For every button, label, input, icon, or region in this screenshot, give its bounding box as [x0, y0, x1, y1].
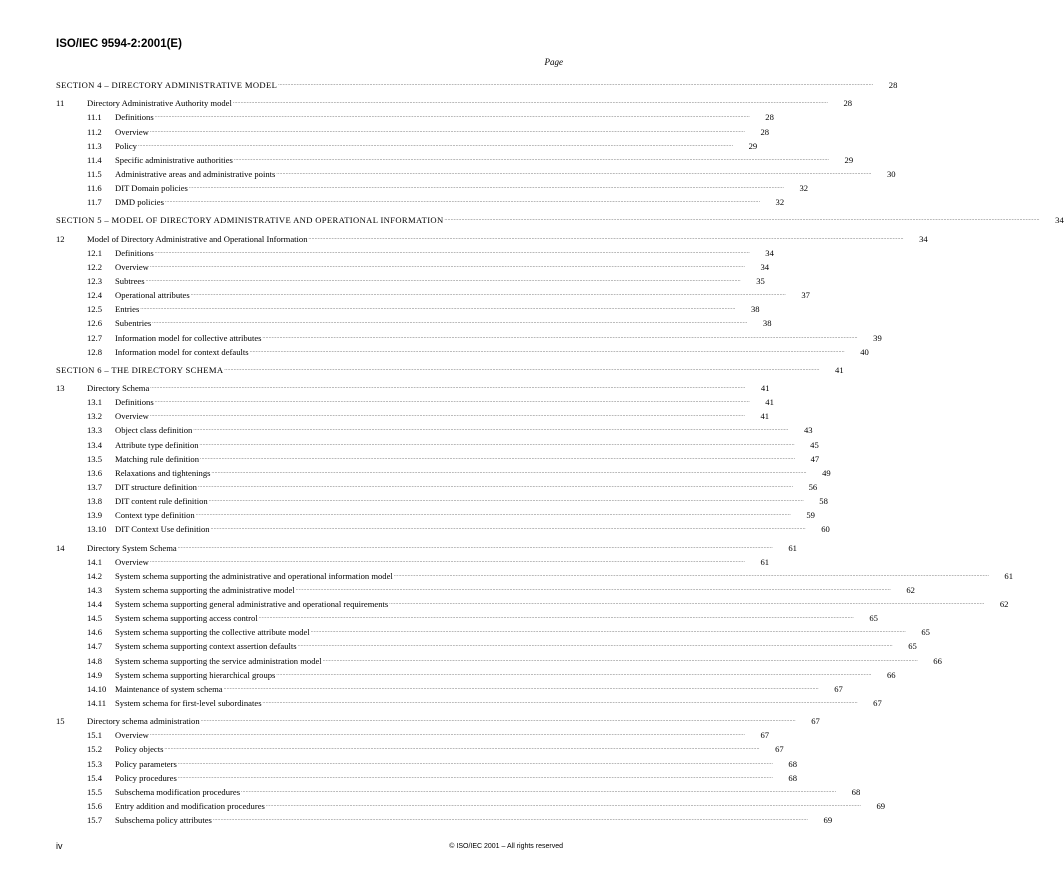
- toc-entry[interactable]: [56, 811, 833, 826]
- toc-entry-title: Entry addition and modification procedures: [115, 801, 265, 812]
- toc-entry-title: Subschema modification procedures: [115, 786, 241, 797]
- dot-leader: [259, 615, 854, 623]
- toc-entry-number: 15.4: [87, 772, 103, 783]
- toc-entry-title: Matching rule definition: [115, 453, 200, 464]
- toc-entry[interactable]: [56, 623, 930, 638]
- toc-entry-number: 12: [56, 233, 65, 244]
- toc-entry-page: 37: [801, 290, 810, 301]
- dot-leader: [155, 114, 750, 122]
- toc-entry-number: 13: [56, 382, 65, 393]
- toc-entry-number: 13.2: [87, 411, 103, 422]
- toc-entry-page: 56: [808, 481, 818, 492]
- dot-leader: [445, 217, 1040, 225]
- toc-entry-page: 65: [869, 613, 878, 624]
- toc-entry-title: DIT Context Use definition: [115, 524, 210, 535]
- toc-entry[interactable]: [56, 193, 785, 208]
- dot-leader: [200, 456, 795, 464]
- toc-entry-page: 38: [762, 318, 772, 329]
- toc-entry[interactable]: [56, 783, 861, 797]
- toc-entry-number: 12.8: [87, 346, 103, 357]
- toc-entry-page: 28: [760, 126, 770, 137]
- toc-entry-title: Definitions: [115, 397, 154, 408]
- toc-entry-page: 28: [843, 98, 853, 109]
- toc-entry[interactable]: [56, 450, 820, 464]
- toc-entry-title: Operational attributes: [115, 290, 190, 301]
- toc-entry[interactable]: [56, 300, 760, 315]
- toc-entry-number: 13.9: [87, 510, 103, 521]
- toc-entry-page: 41: [760, 411, 770, 422]
- toc-entry[interactable]: [56, 694, 882, 709]
- toc-entry-title: Definitions: [115, 247, 154, 258]
- toc-entry-page: 43: [803, 425, 813, 436]
- toc-entry[interactable]: [56, 637, 917, 652]
- toc-entry-number: 14.11: [87, 698, 107, 709]
- dot-leader: [164, 746, 759, 754]
- toc-entry-title: System schema supporting access control: [115, 613, 258, 624]
- toc-entry-number: 15.5: [87, 786, 103, 797]
- dot-leader: [241, 789, 836, 797]
- toc-entry-number: 12.3: [87, 275, 103, 286]
- toc-entry[interactable]: [56, 435, 819, 450]
- toc-entry-number: 12.7: [87, 332, 103, 343]
- toc-entry-title: Administrative areas and administrative points: [115, 168, 276, 179]
- toc-entry-title: Overview: [115, 411, 149, 422]
- dot-leader: [150, 385, 745, 393]
- toc-entry-page: 67: [760, 730, 770, 741]
- toc-entry[interactable]: [56, 492, 828, 507]
- toc-entry-page: 39: [873, 332, 882, 343]
- toc-entry-title: Information model for collective attributes: [115, 332, 262, 343]
- toc-entry[interactable]: [56, 520, 830, 535]
- toc-entry-page: 28: [765, 112, 774, 123]
- toc-entry-title: Overview: [115, 730, 149, 741]
- toc-entry[interactable]: [56, 769, 798, 783]
- toc-entry-number: 14.8: [87, 655, 103, 666]
- toc-entry-page: 60: [821, 524, 830, 535]
- toc-entry-page: 28: [888, 80, 898, 91]
- dot-leader: [309, 236, 904, 244]
- toc-entry-page: 69: [876, 801, 886, 812]
- toc-entry[interactable]: [56, 258, 770, 272]
- toc-entry-title: System schema supporting context assertion defaults: [115, 641, 297, 652]
- toc-entry-title: Information model for context defaults: [115, 346, 249, 357]
- toc-entry[interactable]: [56, 229, 928, 244]
- toc-entry-title: DMD policies: [115, 197, 164, 208]
- toc-entry-page: 62: [906, 584, 915, 595]
- toc-entry[interactable]: [56, 94, 853, 109]
- toc-entry-page: 34: [1055, 215, 1064, 226]
- toc-entry-number: 14.5: [87, 613, 103, 624]
- dot-leader: [178, 775, 773, 783]
- dot-leader: [234, 157, 829, 165]
- toc-entry[interactable]: [56, 797, 886, 812]
- toc-entry-page: 67: [811, 716, 820, 727]
- table-of-contents: [56, 72, 1064, 826]
- toc-entry[interactable]: [56, 407, 770, 422]
- toc-entry[interactable]: [56, 581, 915, 595]
- toc-entry-page: 61: [788, 542, 797, 553]
- toc-entry-number: 13.8: [87, 496, 103, 507]
- toc-entry-page: 67: [873, 698, 882, 709]
- toc-entry[interactable]: [56, 211, 1064, 226]
- toc-entry-number: 12.4: [87, 290, 103, 301]
- dot-leader: [150, 732, 745, 740]
- toc-entry-number: 13.6: [87, 467, 103, 478]
- toc-entry-number: 14: [56, 542, 65, 553]
- dot-leader: [189, 185, 784, 193]
- dot-leader: [224, 686, 819, 694]
- toc-entry-number: 12.5: [87, 304, 103, 315]
- toc-entry-title: Policy: [115, 140, 137, 151]
- dot-leader: [323, 658, 918, 666]
- toc-entry-page: 34: [760, 261, 770, 272]
- dot-leader: [150, 413, 745, 421]
- dot-leader: [296, 587, 891, 595]
- toc-entry-page: 41: [760, 382, 770, 393]
- toc-entry-page: 29: [748, 140, 758, 151]
- toc-entry-number: 14.2: [87, 570, 103, 581]
- dot-leader: [266, 803, 861, 811]
- dot-leader: [150, 129, 745, 137]
- toc-entry-title: DIT Domain policies: [115, 183, 188, 194]
- dot-leader: [211, 526, 806, 534]
- dot-leader: [233, 100, 828, 108]
- toc-entry-page: 61: [760, 556, 770, 567]
- toc-entry[interactable]: [56, 122, 770, 137]
- toc-entry-page: 62: [999, 599, 1009, 610]
- toc-entry-page: 38: [750, 304, 760, 315]
- toc-entry-title: Context type definition: [115, 510, 195, 521]
- toc-entry-page: 35: [756, 275, 765, 286]
- dot-leader: [250, 349, 845, 357]
- toc-entry[interactable]: [56, 538, 797, 553]
- toc-entry-title: Directory System Schema: [87, 542, 177, 553]
- toc-entry-number: 11.5: [87, 168, 102, 179]
- toc-entry-page: 68: [788, 772, 798, 783]
- toc-entry-number: 15.2: [87, 744, 103, 755]
- toc-entry-title: SECTION 6 – THE DIRECTORY SCHEMA: [56, 364, 224, 375]
- toc-entry-page: 65: [921, 627, 930, 638]
- toc-entry-page: 45: [810, 439, 819, 450]
- dot-leader: [389, 601, 984, 609]
- toc-entry[interactable]: [56, 754, 798, 769]
- toc-entry-page: 68: [788, 758, 798, 769]
- toc-entry[interactable]: [56, 137, 758, 151]
- dot-leader: [213, 817, 808, 825]
- toc-entry-title: System schema supporting general administrative and operational requirements: [115, 599, 389, 610]
- toc-entry-title: Relaxations and tightenings: [115, 467, 211, 478]
- toc-entry-title: Object class definition: [115, 425, 193, 436]
- toc-entry-number: 14.3: [87, 584, 103, 595]
- toc-entry-title: Policy parameters: [115, 758, 177, 769]
- toc-entry-title: Overview: [115, 261, 149, 272]
- dot-leader: [276, 672, 871, 680]
- toc-entry-page: 69: [823, 815, 833, 826]
- dot-leader: [150, 264, 745, 272]
- toc-entry[interactable]: [56, 553, 770, 567]
- toc-entry[interactable]: [56, 361, 844, 375]
- toc-entry[interactable]: [56, 464, 831, 478]
- toc-entry-page: 32: [775, 197, 785, 208]
- toc-entry-title: System schema supporting the administrative and operational information model: [115, 570, 393, 581]
- toc-entry-title: Entries: [115, 304, 140, 315]
- toc-entry-title: Directory Administrative Authority model: [87, 98, 232, 109]
- dot-leader: [178, 761, 773, 769]
- toc-entry-number: 14.7: [87, 641, 103, 652]
- toc-entry-title: Maintenance of system schema: [115, 683, 223, 694]
- toc-entry-number: 14.10: [87, 683, 107, 694]
- toc-entry-number: 14.1: [87, 556, 103, 567]
- toc-entry-title: Directory Schema: [87, 382, 150, 393]
- toc-entry[interactable]: [56, 567, 1014, 581]
- toc-entry[interactable]: [56, 740, 784, 755]
- dot-leader: [140, 306, 735, 314]
- toc-entry-title: Definitions: [115, 112, 154, 123]
- dot-leader: [201, 718, 796, 726]
- dot-leader: [211, 470, 806, 478]
- page-column-label: Page: [544, 57, 563, 67]
- dot-leader: [224, 367, 819, 375]
- toc-entry-page: 59: [806, 510, 815, 521]
- toc-entry-number: 12.2: [87, 261, 103, 272]
- toc-entry-number: 11.1: [87, 112, 102, 123]
- toc-entry[interactable]: [56, 726, 770, 741]
- toc-entry-page: 61: [1004, 570, 1014, 581]
- toc-entry-page: 29: [844, 154, 854, 165]
- toc-entry-page: 49: [822, 467, 831, 478]
- toc-entry-page: 66: [933, 655, 942, 666]
- dot-leader: [155, 399, 750, 407]
- toc-entry-title: System schema supporting the administrative model: [115, 584, 295, 595]
- toc-entry-number: 12.6: [87, 318, 103, 329]
- toc-entry[interactable]: [56, 179, 809, 194]
- toc-entry[interactable]: [56, 421, 813, 436]
- toc-entry[interactable]: [56, 651, 942, 666]
- toc-entry-number: 11.4: [87, 154, 102, 165]
- toc-entry-page: 67: [834, 683, 843, 694]
- toc-entry[interactable]: [56, 478, 818, 492]
- dot-leader: [311, 629, 906, 637]
- toc-entry-title: DIT content rule definition: [115, 496, 208, 507]
- toc-entry-page: 65: [908, 641, 917, 652]
- toc-entry-page: 40: [860, 346, 869, 357]
- toc-entry-number: 13.5: [87, 453, 103, 464]
- toc-entry-title: Policy objects: [115, 744, 164, 755]
- toc-entry-title: Subentries: [115, 318, 152, 329]
- toc-entry-title: DIT structure definition: [115, 481, 197, 492]
- toc-entry-number: 13.1: [87, 397, 103, 408]
- toc-entry-number: 11: [56, 98, 65, 109]
- toc-entry-page: 41: [765, 397, 774, 408]
- toc-entry[interactable]: [56, 712, 820, 727]
- toc-entry-title: Specific administrative authorities: [115, 154, 233, 165]
- toc-entry-number: 13.10: [87, 524, 107, 535]
- toc-entry[interactable]: [56, 595, 1009, 610]
- toc-entry[interactable]: [56, 680, 843, 694]
- toc-entry-title: System schema supporting hierarchical groups: [115, 669, 276, 680]
- toc-entry-number: 15.6: [87, 801, 103, 812]
- toc-entry[interactable]: [56, 393, 774, 408]
- toc-entry-title: Overview: [115, 556, 149, 567]
- toc-entry-title: Subtrees: [115, 275, 145, 286]
- dot-leader: [165, 199, 760, 207]
- toc-entry[interactable]: [56, 286, 810, 301]
- toc-entry-page: 68: [851, 786, 861, 797]
- toc-entry-number: 11.2: [87, 126, 102, 137]
- toc-entry-number: 14.9: [87, 669, 103, 680]
- toc-entry-number: 11.3: [87, 140, 102, 151]
- toc-entry[interactable]: [56, 328, 882, 343]
- footer-copyright: © ISO/IEC 2001 – All rights reserved: [449, 843, 563, 850]
- dot-leader: [276, 171, 871, 179]
- dot-leader: [209, 498, 804, 506]
- toc-entry-title: System schema supporting the service administration model: [115, 655, 322, 666]
- dot-leader: [155, 250, 750, 258]
- dot-leader: [263, 335, 858, 343]
- toc-entry[interactable]: [56, 165, 896, 179]
- toc-entry-title: Attribute type definition: [115, 439, 199, 450]
- toc-entry-number: 13.3: [87, 425, 103, 436]
- toc-entry-number: 15.3: [87, 758, 103, 769]
- toc-entry-page: 30: [887, 168, 896, 179]
- toc-entry-title: System schema for first-level subordinates: [115, 698, 262, 709]
- dot-leader: [263, 700, 858, 708]
- dot-leader: [178, 545, 773, 553]
- toc-entry-number: 15.7: [87, 815, 103, 826]
- toc-entry[interactable]: [56, 343, 869, 357]
- toc-entry-page: 32: [799, 183, 809, 194]
- dot-leader: [198, 484, 793, 492]
- toc-entry[interactable]: [56, 244, 774, 258]
- toc-entry-number: 13.7: [87, 481, 103, 492]
- toc-entry[interactable]: [56, 609, 878, 624]
- toc-entry-number: 11.6: [87, 183, 102, 194]
- toc-entry-title: Model of Directory Administrative and Operational Information: [87, 233, 308, 244]
- toc-entry-page: 66: [887, 669, 896, 680]
- toc-entry-title: Policy procedures: [115, 772, 177, 783]
- toc-entry-title: SECTION 5 – MODEL OF DIRECTORY ADMINISTRATIVE AND OPERATIONAL INFORMATION: [56, 215, 444, 226]
- toc-entry[interactable]: [56, 76, 898, 91]
- dot-leader: [394, 573, 989, 581]
- dot-leader: [191, 292, 786, 300]
- toc-entry-number: 12.1: [87, 247, 103, 258]
- toc-entry-title: SECTION 4 – DIRECTORY ADMINISTRATIVE MODEL: [56, 80, 278, 91]
- dot-leader: [298, 643, 893, 651]
- toc-entry[interactable]: [56, 379, 770, 393]
- dot-leader: [278, 82, 873, 90]
- toc-entry-page: 67: [775, 744, 784, 755]
- footer-page-number: iv: [56, 841, 63, 851]
- toc-entry[interactable]: [56, 666, 896, 680]
- dot-leader: [200, 442, 795, 450]
- toc-entry-title: Directory schema administration: [87, 716, 200, 727]
- toc-entry-title: System schema supporting the collective attribute model: [115, 627, 310, 638]
- dot-leader: [138, 143, 733, 151]
- dot-leader: [150, 559, 745, 567]
- toc-entry[interactable]: [56, 314, 772, 329]
- dot-leader: [193, 427, 788, 435]
- toc-entry-page: 34: [919, 233, 928, 244]
- toc-entry-number: 14.4: [87, 599, 103, 610]
- document-id: ISO/IEC 9594-2:2001(E): [56, 38, 182, 50]
- toc-entry[interactable]: [56, 272, 765, 286]
- dot-leader: [146, 278, 741, 286]
- toc-entry-number: 15: [56, 716, 65, 727]
- toc-entry-page: 41: [835, 364, 844, 375]
- toc-entry[interactable]: [56, 108, 774, 123]
- toc-entry-title: Subschema policy attributes: [115, 815, 212, 826]
- toc-entry-number: 15.1: [87, 730, 103, 741]
- toc-entry-title: Overview: [115, 126, 149, 137]
- dot-leader: [196, 512, 791, 520]
- toc-entry[interactable]: [56, 151, 854, 165]
- toc-entry-page: 58: [819, 496, 828, 507]
- toc-entry-page: 47: [810, 453, 820, 464]
- toc-entry-number: 13.4: [87, 439, 103, 450]
- toc-entry-page: 34: [765, 247, 774, 258]
- dot-leader: [152, 320, 747, 328]
- toc-entry[interactable]: [56, 506, 815, 521]
- toc-entry-number: 11.7: [87, 197, 102, 208]
- toc-entry-number: 14.6: [87, 627, 103, 638]
